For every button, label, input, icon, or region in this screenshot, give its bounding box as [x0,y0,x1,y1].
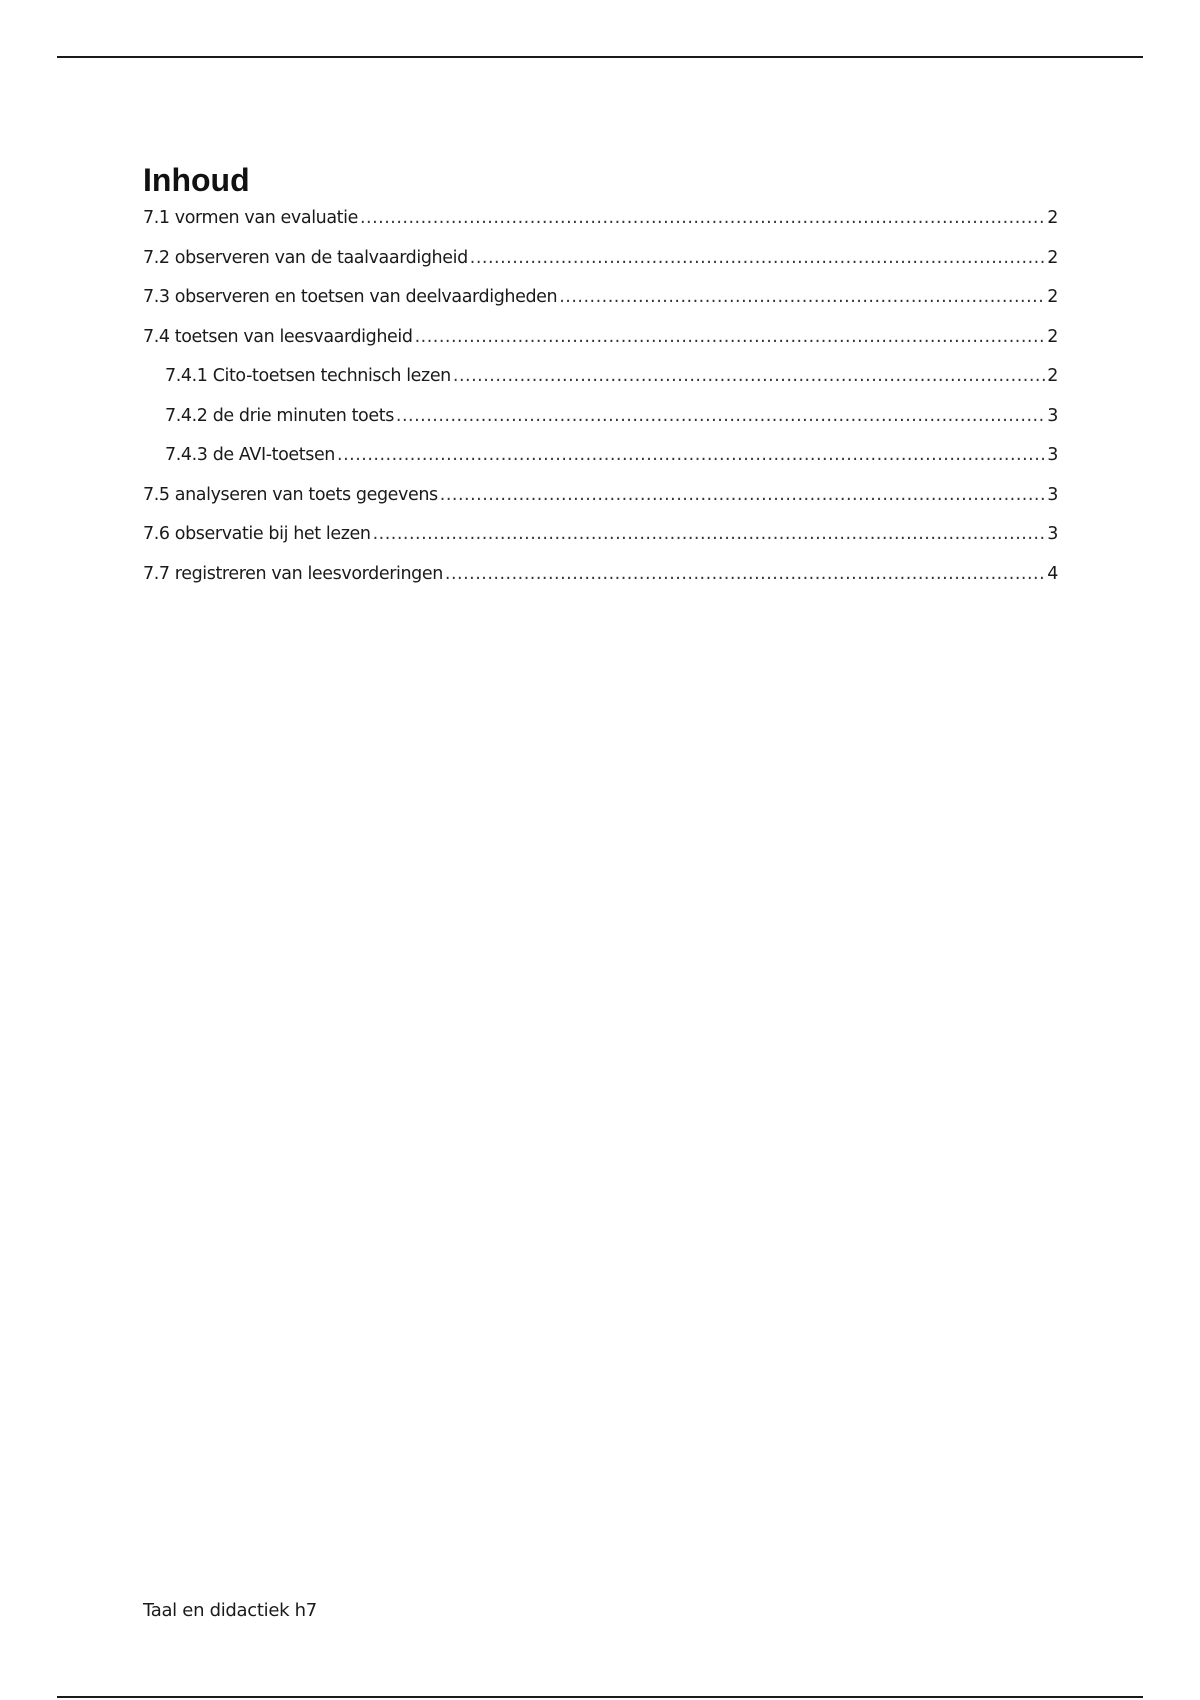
toc-subentry[interactable] [143,406,1058,446]
toc-entry-label: 7.1 vormen van evaluatie [143,208,358,228]
toc-entry-label: 7.4.3 de AVI-toetsen [165,445,335,465]
toc-entry-page: 3 [1047,445,1058,465]
toc-dot-leader [337,445,1045,465]
toc-entry-page: 2 [1047,326,1058,347]
toc-entry-label: 7.4.2 de drie minuten toets [165,405,394,426]
toc-entry[interactable] [143,327,1058,367]
toc-subentry[interactable] [143,445,1058,485]
toc-entry-page: 4 [1047,563,1058,584]
toc-entry[interactable] [143,524,1058,564]
footer-text: Taal en didactiek h7 [143,1600,317,1621]
footer-rule [57,1696,1143,1698]
toc-entry-label: 7.4 toetsen van leesvaardigheid [143,326,413,347]
toc-dot-leader [396,406,1045,426]
header-rule [57,56,1143,58]
toc-dot-leader [373,524,1046,544]
toc-dot-leader [559,287,1045,307]
toc-entry[interactable] [143,208,1058,248]
toc-entry[interactable] [143,287,1058,327]
table-of-contents [143,160,1058,603]
toc-entry[interactable] [143,485,1058,525]
toc-entry-page: 3 [1047,484,1058,505]
toc-entry-page: 2 [1047,208,1058,228]
toc-dot-leader [453,366,1045,386]
toc-entry-label: 7.6 observatie bij het lezen [143,524,371,544]
toc-entry-label: 7.2 observeren van de taalvaardigheid [143,247,468,268]
toc-entry-page: 3 [1047,524,1058,544]
toc-entry-label: 7.5 analyseren van toets gegevens [143,484,438,505]
toc-dot-leader [440,485,1046,505]
toc-dot-leader [360,208,1045,228]
toc-entry-label: 7.7 registreren van leesvorderingen [143,563,443,584]
toc-entry-page: 2 [1047,287,1058,307]
toc-dot-leader [470,248,1045,268]
toc-entry-label: 7.3 observeren en toetsen van deelvaardigheden [143,287,558,307]
toc-entry[interactable] [143,564,1058,604]
toc-title: Inhoud [143,162,250,198]
toc-entry-label: 7.4.1 Cito-toetsen technisch lezen [165,366,451,386]
toc-dot-leader [415,327,1046,347]
toc-entry-page: 3 [1047,405,1058,426]
toc-dot-leader [445,564,1045,584]
toc-subentry[interactable] [143,366,1058,406]
toc-entry-page: 2 [1047,247,1058,268]
toc-entry[interactable] [143,248,1058,288]
toc-list [143,208,1058,603]
toc-entry-page: 2 [1047,366,1058,386]
